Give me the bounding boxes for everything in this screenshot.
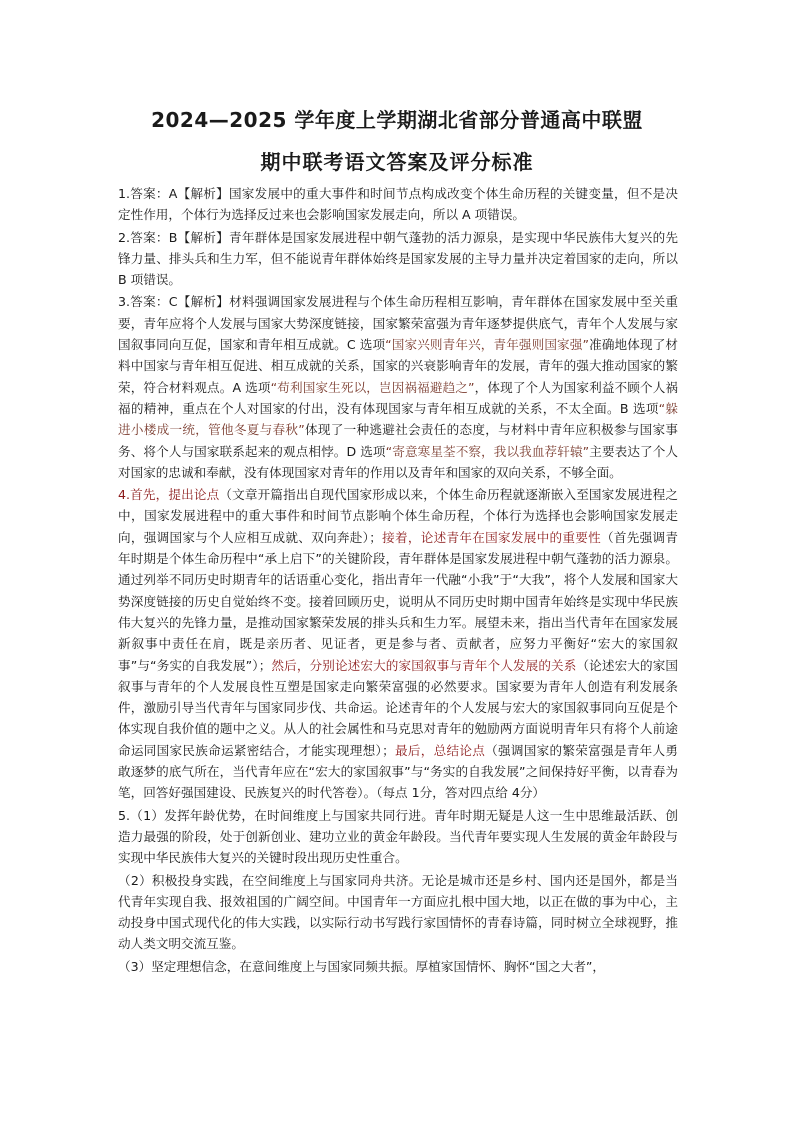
q4-point-3: 然后，分别论述宏大的家国叙事与青年个人发展的关系: [271, 657, 577, 673]
answer-q4: [118, 484, 678, 803]
q3-text-e: ，体现了个人为国家利益不顾个人祸福的精神，重点在个人对国家的付出，没有体现国家与青年相互成就的关系，不太全面。B 选项: [118, 379, 679, 416]
document-subtitle: 期中联考语文答案及评分标准: [260, 150, 534, 174]
q4-text-2: （首先强调青年时期是个体生命历程中“承上启下”的关键阶段，青年群体是国家发展进程中朝气蓬勃的活力源泉。通过列举不同历史时期青年的话语重心变化，指出青年一代融“小我”于“大我”，将个人发展和国家大势深度链接的历史自觉始终不变。接着回顾历史，说明从不同历史时期中国青年始终是实现中华民族伟大复兴的先锋力量，是推动国家繁荣发展的排头兵和生力军。展望未来，指出当代青年在国家发展新叙事中责任在肩，既是亲历者、见证者，更是参与者、贡献者，应努力平衡好“宏大的家国叙事”与“务实的自我发展”）；: [118, 529, 679, 673]
answer-q1: 1.答案：A【解析】国家发展中的重大事件和时间节点构成改变个体生命历程的关键变量，但不是决定性作用，个体行为选择反过来也会影响国家发展走向，所以 A 项错误。: [118, 186, 678, 223]
q4-point-2: 接着，论述青年在国家发展中的重要性: [381, 529, 602, 545]
q3-quote-d: “寄意寒星荃不察，我以我血荐轩辕”: [385, 443, 590, 459]
answer-q2: 2.答案：B【解析】青年群体是国家发展进程中朝气蓬勃的活力源泉，是实现中华民族伟大复兴的先锋力量、排头兵和生力军，但不能说青年群体始终是国家发展的主导力量并决定着国家的走向，所以 B 项错误。: [118, 229, 678, 288]
q3-quote-c: “国家兴则青年兴，青年强则国家强”: [385, 337, 590, 353]
q3-text-a: 3.答案：C【解析】材料强调国家发展进程与个体生命历程相互影响，青年群体在国家发展中至关重要，青年应将个人发展与国家大势深度链接，国家繁荣富强为青年逐梦提供底气，青年个人发展与家国叙事同向互促，国家和青年相互成就。C 选项: [118, 294, 678, 353]
q4-point-1: 4.首先，提出论点: [118, 487, 220, 503]
q3-text-i: 主要表达了个人对国家的忠诚和奉献，没有体现国家对青年的作用以及青年和国家的双向关系，不够全面。: [118, 443, 679, 480]
answer-q5-part1: 5.（1）发挥年龄优势，在时间维度上与国家共同行进。青年时期无疑是人这一生中思维最活跃、创造力最强的阶段，处于创新创业、建功立业的黄金年龄段。当代青年要实现人生发展的黄金年龄段与实现中华民族伟大复兴的关键时段出现历史性重合。: [118, 807, 678, 866]
answer-q5-part2: （2）积极投身实践，在空间维度上与国家同舟共济。无论是城市还是乡村、国内还是国外，都是当代青年实现自我、报效祖国的广阔空间。中国青年一方面应扎根中国大地，以正在做的事为中心，主动投身中国式现代化的伟大实践，以实际行动书写践行家国情怀的青春诗篇，同时树立全球视野，推动人类文明交流互鉴。: [118, 872, 678, 952]
q4-text-1: （文章开篇指出自现代国家形成以来，个体生命历程就逐渐嵌入至国家发展进程之中，国家发展进程中的重大事件和时间节点影响个体生命历程，个体行为选择也会影响国家发展走向，强调国家与个人应相互成就、双向奔赴）；: [118, 487, 678, 545]
q3-quote-a: “苟利国家生死以，岂因祸福避趋之”: [270, 379, 475, 395]
q4-text-4: （强调国家的繁荣富强是青年人勇敢逐梦的底气所在，当代青年应在“宏大的家国叙事”与“务实的自我发展”之间保持好平衡，以青春为笔，回答好强国建设、民族复兴的时代答卷）。（每点 1分，答对四点给 4分）: [118, 742, 679, 801]
q3-text-c: 准确地体现了材料中国家与青年相互促进、相互成就的关系，国家的兴衰影响青年的发展，青年的强大推动国家的繁荣，符合材料观点。A 选项: [118, 337, 679, 395]
q3-quote-b: “躲进小楼成一统，管他冬夏与春秋”: [118, 400, 678, 438]
document-title: 2024—2025 学年度上学期湖北省部分普通高中联盟: [151, 108, 643, 132]
q4-point-4: 最后，总结论点: [394, 742, 486, 758]
answer-body: [118, 183, 678, 978]
answer-q3: [118, 291, 678, 483]
answer-q5-part3: （3）坚定理想信念，在意间维度上与国家同频共振。厚植家国情怀、胸怀“国之大者”，: [118, 958, 606, 974]
q3-text-g: 体现了一种逃避社会责任的态度，与材料中青年应积极参与国家事务、将个人与国家联系起来的观点相悖。D 选项: [118, 422, 679, 459]
q4-text-3: （论述宏大的家国叙事与青年的个人发展良性互塑是国家走向繁荣富强的必然要求。国家要为青年人创造有利发展条件，激励引导当代青年与国家同步伐、共命运。论述青年的个人发展与宏大的家国叙事同向互促是个体实现自我价值的题中之义。从人的社会属性和马克思对青年的勉励两方面说明青年只有将个人前途命运同国家民族命运紧密结合，才能实现理想）；: [118, 657, 679, 758]
